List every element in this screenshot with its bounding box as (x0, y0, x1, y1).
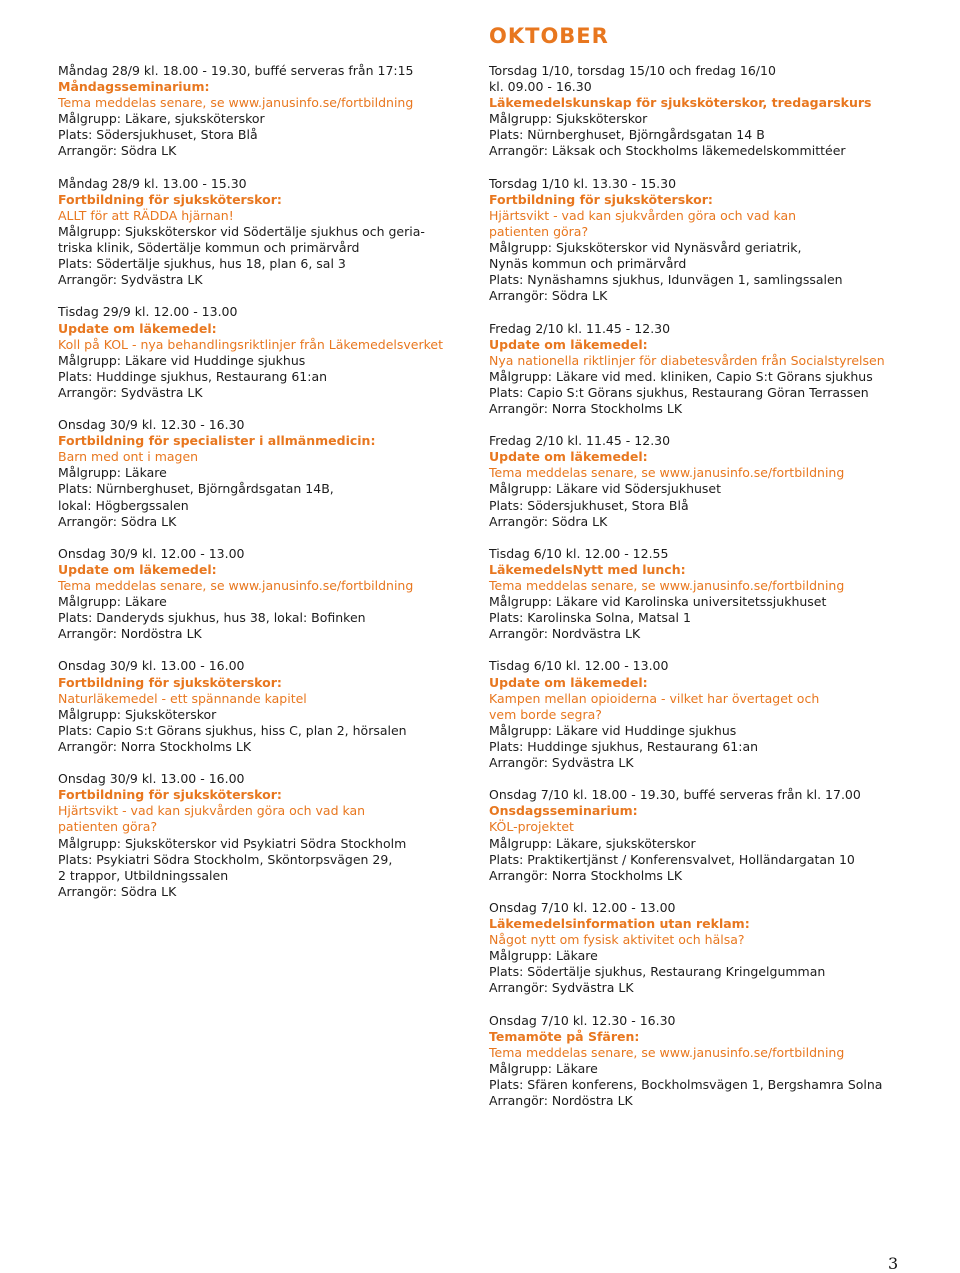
event-topic: Naturläkemedel - ett spännande kapitel (58, 690, 307, 706)
event-category: LäkemedelsNytt med lunch: (489, 561, 686, 577)
event-block (489, 321, 919, 418)
event-block (489, 63, 919, 160)
event-date: Torsdag 1/10, torsdag 15/10 och fredag 16/10 kl. 09.00 - 16.30 (489, 63, 776, 95)
event-block (489, 658, 919, 771)
event-target-group: Målgrupp: Läkare (58, 465, 167, 481)
event-category: Temamöte på Sfären: (489, 1028, 640, 1044)
event-category: Läkemedelsinformation utan reklam: (489, 915, 750, 931)
event-category: Update om läkemedel: (489, 449, 648, 465)
event-category: Update om läkemedel: (58, 320, 217, 336)
event-date: Onsdag 30/9 kl. 13.00 - 16.00 (58, 771, 245, 787)
event-date: Onsdag 30/9 kl. 13.00 - 16.00 (58, 658, 245, 674)
event-target-group: Målgrupp: Läkare (58, 594, 167, 610)
event-organizer: Arrangör: Sydvästra LK (489, 980, 634, 996)
event-date: Måndag 28/9 kl. 13.00 - 15.30 (58, 175, 247, 191)
event-date: Onsdag 7/10 kl. 12.30 - 16.30 (489, 1012, 676, 1028)
event-date: Torsdag 1/10 kl. 13.30 - 15.30 (489, 175, 677, 191)
event-category: Onsdagsseminarium: (489, 803, 638, 819)
event-category: Läkemedelskunskap för sjuksköterskor, tredagarskurs (489, 95, 872, 111)
event-topic: Tema meddelas senare, se www.janusinfo.se/fortbildning (489, 465, 845, 481)
event-organizer: Arrangör: Sydvästra LK (489, 755, 634, 771)
event-organizer: Arrangör: Nordöstra LK (58, 626, 202, 642)
event-location: Plats: Södertälje sjukhus, hus 18, plan 6, sal 3 (58, 256, 346, 272)
event-target-group: Målgrupp: Sjuksköterskor vid Nynäsvård geriatrik, Nynäs kommun och primärvård (489, 240, 802, 272)
event-organizer: Arrangör: Norra Stockholms LK (489, 867, 683, 883)
event-category: Fortbildning för specialister i allmänmedicin: (58, 433, 376, 449)
event-category: Update om läkemedel: (489, 674, 648, 690)
event-organizer: Arrangör: Norra Stockholms LK (58, 738, 252, 754)
event-location: Plats: Nynäshamns sjukhus, Idunvägen 1, samlingssalen (489, 272, 843, 288)
event-target-group: Målgrupp: Läkare, sjuksköterskor (58, 111, 265, 127)
event-organizer: Arrangör: Södra LK (58, 513, 177, 529)
event-topic: KÖL-projektet (489, 819, 574, 835)
event-category: Fortbildning för sjuksköterskor: (58, 191, 282, 207)
event-topic: Barn med ont i magen (58, 449, 199, 465)
event-target-group: Målgrupp: Läkare, sjuksköterskor (489, 835, 696, 851)
event-target-group: Målgrupp: Läkare (489, 1060, 598, 1076)
event-location: Plats: Huddinge sjukhus, Restaurang 61:an (489, 738, 759, 754)
event-category: Update om läkemedel: (58, 561, 217, 577)
event-target-group: Målgrupp: Sjuksköterskor (58, 706, 217, 722)
event-target-group: Målgrupp: Läkare vid med. kliniken, Capio S:t Görans sjukhus (489, 368, 873, 384)
event-category: Fortbildning för sjuksköterskor: (489, 191, 713, 207)
event-target-group: Målgrupp: Läkare (489, 948, 598, 964)
event-topic: ALLT för att RÄDDA hjärnan! (58, 207, 234, 223)
event-topic: Nya nationella riktlinjer för diabetesvården från Socialstyrelsen (489, 352, 885, 368)
event-block (489, 546, 919, 643)
event-organizer: Arrangör: Nordöstra LK (489, 1093, 633, 1108)
event-date: Onsdag 30/9 kl. 12.00 - 13.00 (58, 545, 245, 561)
event-organizer: Arrangör: Södra LK (58, 143, 177, 159)
event-date: Onsdag 7/10 kl. 12.00 - 13.00 (489, 899, 676, 915)
event-target-group: Målgrupp: Läkare vid Huddinge sjukhus (489, 722, 737, 738)
event-block (489, 787, 919, 884)
event-block (58, 546, 488, 643)
event-target-group: Målgrupp: Läkare vid Karolinska universitetssjukhuset (489, 594, 827, 610)
event-location: Plats: Södertälje sjukhus, Restaurang Kringelgumman (489, 964, 826, 980)
event-location: Plats: Capio S:t Görans sjukhus, hiss C, plan 2, hörsalen (58, 722, 407, 738)
event-topic: Tema meddelas senare, se www.janusinfo.se/fortbildning (58, 578, 414, 593)
event-location: Plats: Danderyds sjukhus, hus 38, lokal: Bofinken (58, 610, 366, 626)
event-topic: Tema meddelas senare, se www.janusinfo.se/fortbildning (489, 578, 845, 593)
event-location: Plats: Psykiatri Södra Stockholm, Sköntorpsvägen 29, 2 trappor, Utbildningssalen (58, 851, 393, 883)
event-organizer: Arrangör: Sydvästra LK (58, 384, 203, 400)
event-block (58, 417, 488, 530)
event-location: Plats: Södersjukhuset, Stora Blå (489, 497, 689, 513)
event-topic: Tema meddelas senare, se www.janusinfo.se/fortbildning (58, 95, 414, 111)
event-block (58, 176, 488, 289)
event-topic: Kampen mellan opioiderna - vilket har övertaget och vem borde segra? (489, 690, 820, 722)
event-topic: Koll på KOL - nya behandlingsriktlinjer från Läkemedelsverket (58, 336, 444, 352)
event-organizer: Arrangör: Läksak och Stockholms läkemedelskommittéer (489, 143, 846, 159)
event-date: Fredag 2/10 kl. 11.45 - 12.30 (489, 320, 671, 336)
event-location: Plats: Huddinge sjukhus, Restaurang 61:an (58, 368, 328, 384)
event-block (58, 771, 488, 900)
event-date: Tisdag 6/10 kl. 12.00 - 13.00 (489, 658, 669, 674)
event-target-group: Målgrupp: Sjuksköterskor vid Södertälje sjukhus och geria- triska klinik, Södertälje kommun och primärvård (58, 223, 425, 256)
right-column (489, 63, 919, 1125)
event-location: Plats: Capio S:t Görans sjukhus, Restaurang Göran Terrassen (489, 384, 869, 400)
event-organizer: Arrangör: Norra Stockholms LK (489, 400, 683, 416)
event-category: Måndagsseminarium: (58, 79, 210, 95)
event-date: Måndag 28/9 kl. 18.00 - 19.30, buffé serveras från 17:15 (58, 63, 414, 78)
event-location: Plats: Nürnberghuset, Björngårdsgatan 14 B (489, 127, 765, 143)
page-number: 3 (888, 1254, 899, 1273)
event-location: Plats: Karolinska Solna, Matsal 1 (489, 610, 691, 626)
event-category: Update om läkemedel: (489, 336, 648, 352)
event-location: Plats: Nürnberghuset, Björngårdsgatan 14B, lokal: Högbergssalen (58, 481, 334, 513)
event-block (58, 63, 488, 160)
event-date: Tisdag 29/9 kl. 12.00 - 13.00 (58, 304, 238, 320)
event-target-group: Målgrupp: Läkare vid Huddinge sjukhus (58, 352, 306, 368)
event-topic: Något nytt om fysisk aktivitet och hälsa? (489, 932, 745, 948)
event-organizer: Arrangör: Sydvästra LK (58, 272, 203, 288)
event-block (58, 658, 488, 755)
event-date: Tisdag 6/10 kl. 12.00 - 12.55 (489, 545, 669, 561)
event-category: Fortbildning för sjuksköterskor: (58, 674, 282, 690)
month-heading: OKTOBER (489, 24, 609, 48)
left-column (58, 63, 488, 916)
event-date: Onsdag 7/10 kl. 18.00 - 19.30, buffé serveras från kl. 17.00 (489, 787, 861, 803)
event-category: Fortbildning för sjuksköterskor: (58, 787, 282, 803)
event-organizer: Arrangör: Södra LK (489, 288, 608, 304)
event-block (489, 433, 919, 530)
event-block (489, 1013, 919, 1110)
event-topic: Hjärtsvikt - vad kan sjukvården göra och vad kan patienten göra? (489, 207, 797, 239)
event-organizer: Arrangör: Södra LK (489, 513, 608, 529)
event-organizer: Arrangör: Södra LK (58, 883, 177, 899)
event-target-group: Målgrupp: Sjuksköterskor (489, 111, 648, 127)
event-topic: Hjärtsvikt - vad kan sjukvården göra och vad kan patienten göra? (58, 803, 366, 835)
event-location: Plats: Praktikertjänst / Konferensvalvet, Holländargatan 10 (489, 851, 855, 867)
event-block (58, 304, 488, 401)
event-date: Onsdag 30/9 kl. 12.30 - 16.30 (58, 417, 245, 433)
event-organizer: Arrangör: Nordvästra LK (489, 626, 641, 642)
event-block (489, 900, 919, 997)
event-target-group: Målgrupp: Läkare vid Södersjukhuset (489, 481, 722, 497)
event-date: Fredag 2/10 kl. 11.45 - 12.30 (489, 433, 671, 449)
event-target-group: Målgrupp: Sjuksköterskor vid Psykiatri Södra Stockholm (58, 835, 407, 851)
event-location: Plats: Sfären konferens, Bockholmsvägen 1, Bergshamra Solna (489, 1076, 883, 1092)
event-location: Plats: Södersjukhuset, Stora Blå (58, 127, 258, 143)
event-topic: Tema meddelas senare, se www.janusinfo.se/fortbildning (489, 1044, 845, 1060)
event-block (489, 176, 919, 305)
